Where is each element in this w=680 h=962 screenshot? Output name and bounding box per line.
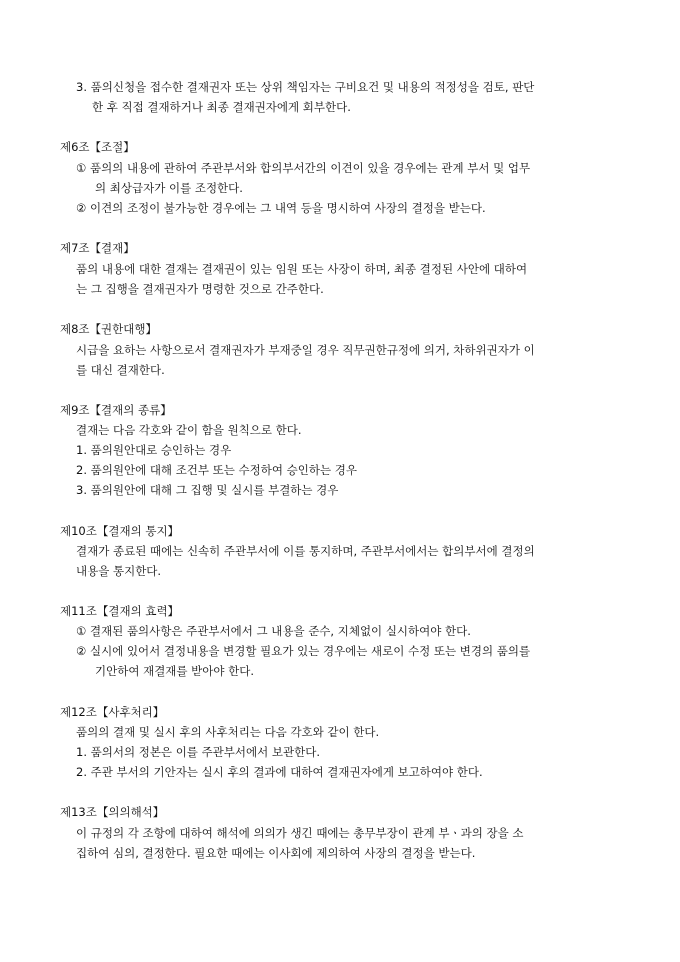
article-12-item-2: 2. 주관 부서의 기안자는 실시 후의 결과에 대하여 결재권자에게 보고하여야 한다. — [76, 765, 483, 779]
article-11-clause-1: ① 결재된 품의사항은 주관부서에서 그 내용을 준수, 지체없이 실시하여야 한다. — [76, 624, 471, 638]
article-10-text-1: 결재가 종료된 때에는 신속히 주관부서에 이를 통지하며, 주관부서에서는 합의부서에 결정의 — [76, 544, 535, 558]
article-11-heading: 제11조【결재의 효력】 — [60, 604, 180, 618]
article-8-text-1: 시급을 요하는 사항으로서 결재권자가 부재중일 경우 직무권한규정에 의거, 차하위권자가 이 — [76, 343, 535, 357]
article-11-clause-2: ② 실시에 있어서 결정내용을 변경할 필요가 있는 경우에는 새로이 수정 또는 변경의 품의를 — [76, 644, 531, 658]
article-9-text: 결재는 다음 각호와 같이 함을 원칙으로 한다. — [76, 423, 302, 437]
article-6-heading: 제6조【조절】 — [60, 140, 135, 154]
article-7-text-2: 는 그 집행을 결재권자가 명령한 것으로 간주한다. — [76, 282, 324, 296]
article-11-clause-2-cont: 기안하여 재결재를 받아야 한다. — [95, 664, 255, 678]
article-12-text: 품의의 결재 및 실시 후의 사후처리는 다음 각호와 같이 한다. — [76, 725, 380, 739]
article-13-text-1: 이 규정의 각 조항에 대하여 해석에 의의가 생긴 때에는 총무부장이 관계 부ㆍ과의 장을 소 — [76, 826, 524, 840]
article-10-heading: 제10조【결재의 통지】 — [60, 524, 180, 538]
article-9-item-2: 2. 품의원안에 대해 조건부 또는 수정하여 승인하는 경우 — [76, 463, 357, 477]
article-8-text-2: 를 대신 결재한다. — [76, 363, 165, 377]
article-7-text-1: 품의 내용에 대한 결재는 결재권이 있는 임원 또는 사장이 하며, 최종 결정된 사안에 대하여 — [76, 262, 528, 276]
article-6-clause-1: ① 품의의 내용에 관하여 주관부서와 합의부서간의 이견이 있을 경우에는 관계 부서 및 업무 — [76, 161, 531, 175]
article-7-heading: 제7조【결재】 — [60, 241, 135, 255]
article-13-heading: 제13조【의의해석】 — [60, 805, 165, 819]
article-9-heading: 제9조【결재의 종류】 — [60, 403, 172, 417]
item-3-line-1: 3. 품의신청을 접수한 결재권자 또는 상위 책임자는 구비요건 및 내용의 적정성을 검토, 판단 — [76, 80, 535, 94]
article-6-clause-2: ② 이견의 조정이 불가능한 경우에는 그 내역 등을 명시하여 사장의 결정을 받는다. — [76, 201, 486, 215]
article-9-item-3: 3. 품의원안에 대해 그 집행 및 실시를 부결하는 경우 — [76, 483, 339, 497]
article-12-item-1: 1. 품의서의 정본은 이를 주관부서에서 보관한다. — [76, 745, 320, 759]
article-8-heading: 제8조【권한대행】 — [60, 322, 157, 336]
article-6-clause-1-cont: 의 최상급자가 이를 조정한다. — [95, 181, 243, 195]
article-12-heading: 제12조【사후처리】 — [60, 705, 165, 719]
article-10-text-2: 내용을 통지한다. — [76, 564, 162, 578]
item-3-line-2: 한 후 직접 결재하거나 최종 결재권자에게 회부한다. — [92, 100, 351, 114]
article-9-item-1: 1. 품의원안대로 승인하는 경우 — [76, 443, 232, 457]
article-13-text-2: 집하여 심의, 결정한다. 필요한 때에는 이사회에 제의하여 사장의 결정을 받는다. — [76, 846, 476, 860]
